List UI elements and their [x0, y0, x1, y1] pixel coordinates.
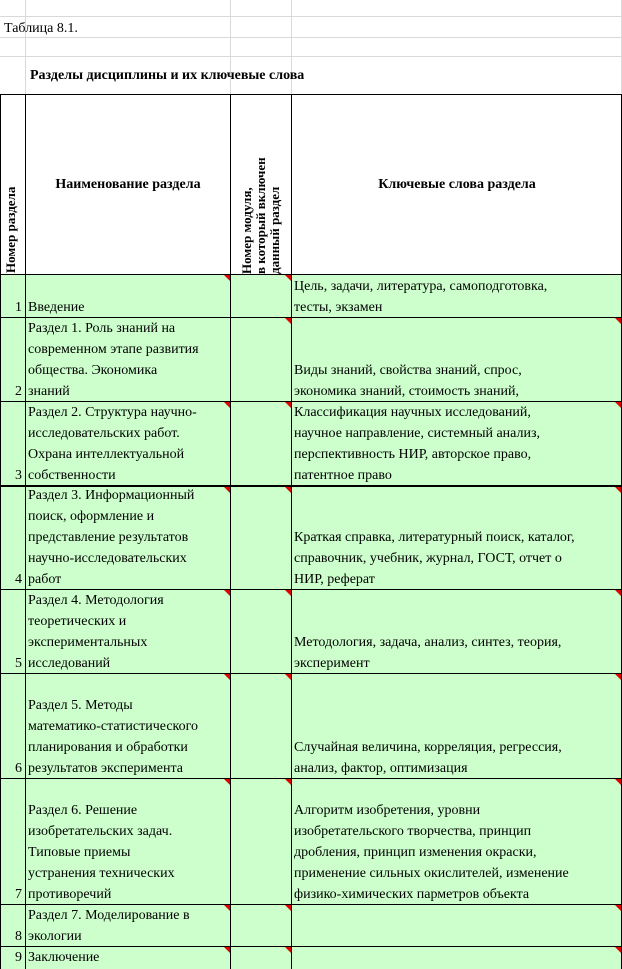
comment-marker[interactable] — [224, 590, 230, 596]
comment-marker[interactable] — [224, 947, 230, 953]
comment-marker[interactable] — [224, 779, 230, 785]
comment-marker[interactable] — [285, 779, 291, 785]
border — [230, 94, 231, 969]
row-6-keywords: Случайная величина, корреляция, регрессия, анализ, фактор, оптимизация — [294, 740, 562, 776]
comment-marker[interactable] — [285, 947, 291, 953]
table-caption: Таблица 8.1. — [4, 21, 78, 36]
comment-marker[interactable] — [285, 318, 291, 324]
row-2-number: 2 — [15, 384, 22, 399]
row-8-number: 8 — [15, 929, 22, 944]
row-5-number: 5 — [15, 656, 22, 671]
row-1-name: Введение — [28, 300, 85, 315]
comment-marker[interactable] — [615, 402, 621, 408]
row-6-name: Раздел 5. Методы математико-статистического планирования и обработки результатов эксперимента — [28, 698, 199, 776]
header-keywords: Ключевые слова раздела — [378, 177, 536, 192]
comment-marker[interactable] — [224, 674, 230, 680]
comment-marker[interactable] — [285, 905, 291, 911]
row-8-name: Раздел 7. Моделирование в экологии — [28, 908, 190, 944]
comment-marker[interactable] — [615, 318, 621, 324]
header-module-line3: данный раздел — [267, 186, 282, 274]
row-1-number: 1 — [15, 300, 22, 315]
row-2-keywords: Виды знаний, свойства знаний, спрос, экономика знаний, стоимость знаний, — [294, 363, 522, 399]
header-number: Номер раздела — [3, 186, 18, 273]
row-9-keywords — [292, 947, 621, 969]
header-module — [232, 96, 290, 274]
comment-marker[interactable] — [285, 487, 291, 493]
row-3-number: 3 — [15, 468, 22, 483]
comment-marker[interactable] — [615, 905, 621, 911]
row-5-name: Раздел 4. Методология теоретических и экспериментальных исследований — [28, 593, 164, 671]
comment-marker[interactable] — [224, 402, 230, 408]
comment-marker[interactable] — [615, 779, 621, 785]
comment-marker[interactable] — [224, 905, 230, 911]
comment-marker[interactable] — [285, 590, 291, 596]
row-3-keywords: Классификация научных исследований, научное направление, системный анализ, перспективность НИР, авторское право, патентное право — [294, 405, 541, 483]
row-2-name: Раздел 1. Роль знаний на современном этапе развития общества. Экономика знаний — [28, 321, 199, 399]
table-title: Разделы дисциплины и их ключевые слова — [30, 68, 305, 83]
border — [0, 94, 622, 95]
row-3-name: Раздел 2. Структура научно- исследовательских работ. Охрана интеллектуальной собственности — [28, 405, 197, 483]
comment-marker[interactable] — [285, 674, 291, 680]
row-5-keywords: Методология, задача, анализ, синтез, теория, эксперимент — [294, 635, 562, 671]
header-module-line2: в который включен — [253, 157, 268, 274]
gridline — [0, 37, 622, 38]
row-4-keywords: Краткая справка, литературный поиск, каталог, справочник, учебник, журнал, ГОСТ, отчет о НИР, реферат — [294, 530, 575, 587]
row-8-keywords — [292, 905, 621, 947]
row-6-number: 6 — [15, 761, 22, 776]
comment-marker[interactable] — [224, 487, 230, 493]
comment-marker[interactable] — [615, 947, 621, 953]
comment-marker[interactable] — [285, 275, 291, 281]
header-module-line1: Номер модуля, — [239, 187, 254, 274]
header-name: Наименование раздела — [55, 177, 201, 192]
row-7-keywords: Алгоритм изобретения, уровни изобретательского творчества, принцип дробления, принцип изменения окраски, применение сильных окислителей, изменение физико-химических парметров объекта — [294, 803, 569, 902]
row-7-number: 7 — [15, 887, 22, 902]
gridline — [0, 56, 622, 57]
row-7-name: Раздел 6. Решение изобретательских задач. Типовые приемы устранения технических противоречий — [28, 803, 175, 902]
comment-marker[interactable] — [615, 487, 621, 493]
row-4-name: Раздел 3. Информационный поиск, оформление и представление результатов научно-исследовательских работ — [28, 488, 195, 587]
row-9-number: 9 — [15, 950, 22, 965]
gridline — [0, 16, 622, 17]
gridline — [25, 0, 26, 94]
comment-marker[interactable] — [615, 590, 621, 596]
comment-marker[interactable] — [285, 402, 291, 408]
comment-marker[interactable] — [615, 674, 621, 680]
row-4-number: 4 — [15, 572, 22, 587]
row-9-name: Заключение — [28, 950, 100, 965]
row-1-keywords: Цель, задачи, литература, самоподготовка, тесты, экзамен — [294, 279, 548, 315]
